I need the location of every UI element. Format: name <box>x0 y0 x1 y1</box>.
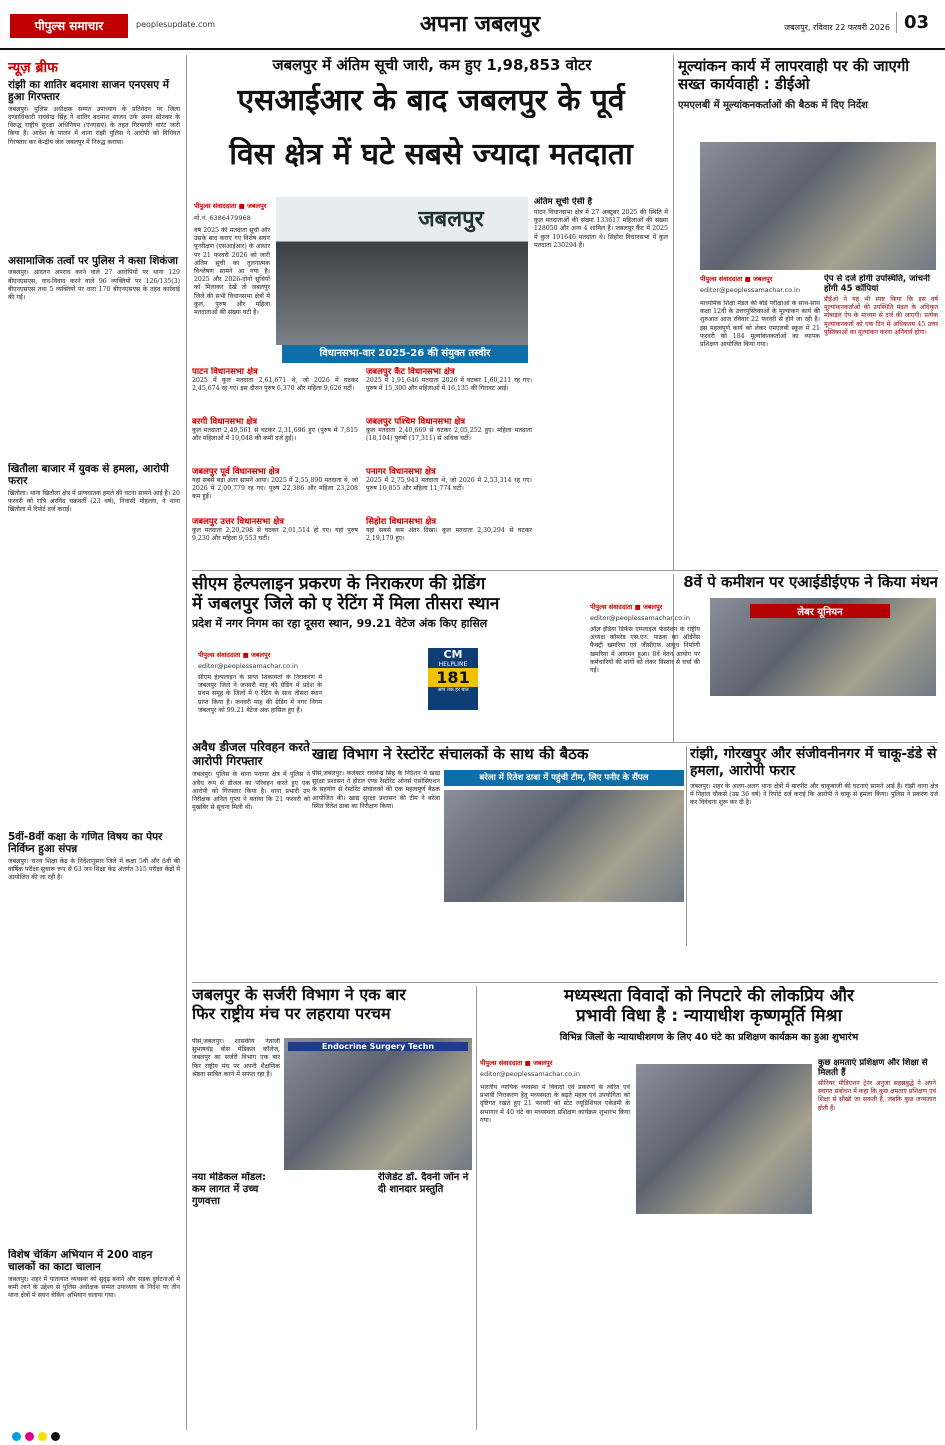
judge-email: editor@peoplessamachar.co.in <box>480 1070 580 1078</box>
food-story <box>312 746 684 946</box>
sidebar-body: पाटन विधानसभा क्षेत्र में 27 अक्टूबर 2025 की स्थिति में कुल मतदाताओं की संख्या 133617 महिलाओं की संख्या 128050 और अन्य 4 शामिल हैं। जबलपुर कैंट में 2025 में कुल 191646 मतदाता थे। सिहोरा विधानसभा में कुल मतदाता 230294 हैं। <box>534 209 668 249</box>
cm-email: editor@peoplessamachar.co.in <box>198 662 298 670</box>
cm-byline: पीपुल्स संवाददाता ■ जबलपुर <box>198 651 271 659</box>
evaluation-photo <box>700 142 936 270</box>
diesel-body: जबलपुर। पुलिस के थाना पनागर क्षेत्र में पुलिस ने अवैध रूप से डीजल का परिवहन करते हुए एक आरोपी को गिरफ्तार किया है। थाना प्रभारी उप निरीक्षक अनिल गुप्ता ने बताया कि 21 फरवरी को मुखबिर से सूचना मिली थी। <box>192 771 310 812</box>
constituency-item <box>366 517 532 565</box>
masthead <box>0 0 945 50</box>
constituency-name: जबलपुर उत्तर विधानसभा क्षेत्र <box>192 517 284 527</box>
diesel-story <box>192 740 310 980</box>
lead-story <box>192 55 670 567</box>
constituency-text: 2025 में 1,91,646 मतदाता 2026 में घटकर 1,60,211 रह गए। पुरुष में 15,300 और महिलाओं में 16,135 की गिरावट आई। <box>366 377 532 393</box>
constituency-item <box>366 467 532 515</box>
aidef-banner: लेबर यूनियन <box>750 604 890 618</box>
evaluation-sidebar <box>824 274 938 566</box>
website: peoplesupdate.com <box>136 20 216 29</box>
food-subhead: बरेला में रितेश ढाबा में पहुंची टीम, लिए पनीर के सैंपल <box>444 770 684 786</box>
constituency-text: कुल मतदाता 2,40,669 से घटकर 2,05,252 हुए। महिला मतदाता (18,104) पुरुषों (17,311) से अधिक घटीं। <box>366 427 532 443</box>
registration-dot <box>51 1432 60 1441</box>
constituency-name: सिहोरा विधानसभा क्षेत्र <box>366 517 437 527</box>
evaluation-sidebar-body: डीईओ ने यह भी स्पष्ट किया कि इस वर्ष मूल्यांकनकर्ताओं की उपस्थिति मंडल के अधिकृत मोबाइल ऐप के माध्यम से दर्ज की जाएगी। प्रत्येक मूल्यांकनकर्ता को एक दिन में अधिकतम 45 उत्तर पुस्तिकाओं का मूल्यांकन करना अनिवार्य होगा। <box>824 296 938 336</box>
judge-sidebar-body: सीनियर मीडिएशन ट्रेनर अनुजा सहस्रबुद्धे ने अपने स्वागत संबोधन में कहा कि कुछ क्षमताएं प्रशिक्षण एवं शिक्षा से सीखी जा सकती हैं, जबकि कुछ जन्मजात होती हैं। <box>818 1080 936 1112</box>
evaluation-byline: पीपुल्स संवाददाता ■ जबलपुर <box>700 275 773 283</box>
constituency-name: बरगी विधानसभा क्षेत्र <box>192 417 258 427</box>
judge-sidebar-title: कुछ क्षमताएं प्रशिक्षण और शिक्षा से मिलती हैं <box>818 1058 928 1078</box>
judge-story <box>480 986 938 1430</box>
constituency-name: जबलपुर कैंट विधानसभा क्षेत्र <box>366 367 455 377</box>
cm-helpline-logo <box>428 648 478 710</box>
judge-headline-1: मध्यस्थता विवादों को निपटारे की लोकप्रिय और <box>564 986 854 1006</box>
constituency-item <box>192 417 358 465</box>
lead-mobile: मो.नं. 6386479968 <box>194 214 251 222</box>
evaluation-story <box>678 58 938 568</box>
aidef-byline: पीपुल्स संवाददाता ■ जबलपुर <box>590 603 663 611</box>
cm-headline-1: सीएम हेल्पलाइन प्रकरण के निराकरण की ग्रेडिंग <box>192 574 486 594</box>
judge-byline: पीपुल्स संवाददाता ■ जबलपुर <box>480 1059 553 1067</box>
lead-headline-1: एसआईआर के बाद जबलपुर के पूर्व <box>237 83 625 118</box>
ranjhi-body: जबलपुर। शहर के अलग-अलग थाना क्षेत्रों में मारपीट और चाकूबाजी की घटनाएं सामने आई हैं। रांझी थाना क्षेत्र में निहाल चौकसे (उम्र 36 वर्ष) ने रिपोर्ट दर्ज कराई कि आरोपी ने चाकू से हमला किया। पुलिस ने प्रकरण दर्ज कर विवेचना शुरू कर दी है। <box>690 783 938 807</box>
section-title: अपना जबलपुर <box>419 12 541 37</box>
evaluation-body: माध्यमिक शिक्षा मंडल की बोर्ड परीक्षाओं के साथ-साथ कक्षा 12वीं के उत्तरपुस्तिकाओं के मूल्यांकन कार्य की शुरुआत आज रविवार 22 फरवरी से होने जा रही है। इस महत्वपूर्ण कार्य को लेकर एमएलबी स्कूल में 21 फरवरी को 184 मूल्यांकनकर्ताओं का व्यापक प्रशिक्षण आयोजित किया गया। <box>700 300 820 349</box>
aidef-headline: 8वें पे कमीशन पर एआईडीईएफ ने किया मंथन <box>683 574 938 591</box>
constituency-text: कुल मतदाता 2,20,298 से घटकर 2,01,514 हो गए। यहां पुरुष 9,230 और महिला 9,553 घटीं। <box>192 527 358 543</box>
ranjhi-story <box>690 746 938 946</box>
photo-banner: जबलपुर <box>418 207 484 232</box>
brief-item <box>8 1249 180 1428</box>
news-brief-label: न्यूज़ ब्रीफ <box>8 60 58 76</box>
cm-subhead: प्रदेश में नगर निगम का रहा दूसरा स्थान, 99.21 वेटेज अंक किए हासिल <box>192 617 488 631</box>
constituency-text: यहां सबसे कम अंतर दिखा। कुल मतदाता 2,30,294 से घटकर 2,19,179 हुए। <box>366 527 532 543</box>
cm-headline-2: में जबलपुर जिले को ए रेटिंग में मिला तीसरा स्थान <box>192 594 500 615</box>
aidef-body: ऑल इंडिया डिफेंस एम्प्लाइज फेडरेशन के राष्ट्रीय अध्यक्ष कॉमरेड एस.एन. पाठक का ऑर्डनेंस फैक्ट्री खमरिया एवं जीसीएफ आयुध निर्माणी खमरिया में आगमन हुआ। 8वें वेतन आयोग पर कर्मचारियों की मांगों को लेकर विस्तार से चर्चा की गई। <box>590 626 700 675</box>
brief-item <box>8 255 180 455</box>
registration-dot <box>38 1432 47 1441</box>
brief-body: जबलपुर। शहर में यातायात व्यवस्था को सुदृढ़ बनाने और सड़क दुर्घटनाओं में कमी लाने के उद्देश्य से पुलिस अधीक्षक सम्पत उपाध्याय के निर्देश पर तीन थाना क्षेत्रों में सघन चेकिंग अभियान चलाया गया। <box>8 1275 180 1300</box>
brief-title: विशेष चेकिंग अभियान में 200 वाहन चालकों का काटा चालान <box>8 1249 153 1274</box>
constituency-text: कुल मतदाता 2,49,561 से घटकर 2,31,696 हुए (पुरुष में 7,815 और महिलाओं में 10,048 की कमी दर्ज हुई)। <box>192 427 358 443</box>
brief-item <box>8 79 180 247</box>
brief-item <box>8 831 180 1241</box>
constituency-name: जबलपुर पूर्व विधानसभा क्षेत्र <box>192 467 280 477</box>
lead-byline: पीपुल्स संवाददाता ■ जबलपुर <box>194 202 267 210</box>
brief-title: असामाजिक तत्वों पर पुलिस ने कसा शिकंजा <box>8 255 178 267</box>
brief-body: जबलपुर। पुलिस अधीक्षक सम्पत उपाध्याय के प्रतिवेदन पर जिला दण्डाधिकारी राघवेन्द्र सिंह ने शातिर बदमाश साजन उर्फ अमन सोनकर के विरुद्ध राष्ट्रीय सुरक्षा अधिनियम (एनएसए) के तहत गिरफ्तारी वारंट जारी किया है। आदेश के पालन में थाना रांझी पुलिस ने आरोपी को विधिवत गिरफ्तार कर केन्द्रीय जेल जबलपुर में निरुद्ध कराया। <box>8 105 180 146</box>
print-registration-marks <box>12 1432 60 1441</box>
surgery-body: पीसं,जबलपुर। शासकीय नेताजी सुभाषचंद्र बोस मेडिकल कॉलेज, जबलपुर का सर्जरी विभाग एक बार फिर राष्ट्रीय मंच पर अपनी शैक्षणिक श्रेष्ठता साबित करने में सफल रहा है। <box>192 1038 280 1078</box>
logo-cm: CM <box>443 648 463 661</box>
brief-title: 5वीं-8वीं कक्षा के गणित विषय का पेपर निर्विघ्न हुआ संपन्न <box>8 831 163 856</box>
evaluation-sidebar-title: ऐप से दर्ज होगी उपस्थिति, जांचनी होंगी 45 कॉपियां <box>824 274 930 294</box>
judge-body: भारतीय न्यायिक व्यवस्था में विवादों एवं प्रकरणों के त्वरित एवं प्रभावी निराकरण हेतु मध्यस्थता के बढ़ते महत्व एवं उपयोगिता को दृष्टिगत रखते हुए 21 फरवरी को स्टेट ज्यूडिशियल एकेडमी के सभागार में 40 घंटे का मध्यस्थता प्रशिक्षण कार्यक्रम शुभारंभ किया गया। <box>480 1084 630 1124</box>
constituency-text: 2025 में 2,75,943 मतदाता थे, जो 2026 में 2,53,314 रह गए। पुरुष 10,855 और महिला 11,774 घटीं। <box>366 477 532 493</box>
judge-headline-2: प्रभावी विधा है : न्यायाधीश कृष्णमूर्ति मिश्रा <box>576 1006 842 1027</box>
evaluation-subhead: एमएलबी में मूल्यांकनकर्ताओं की बैठक में दिए निर्देश <box>678 100 868 112</box>
brief-body: जबलपुर। राज्य शिक्षा केंद्र के निर्देशानुसार जिले में कक्षा 5वीं और 8वीं की वार्षिक परीक्षा सुचारू रूप से 63 जन शिक्षा केंद्र अंतर्गत 315 परीक्षा केंद्रों में आयोजित की जा रही है। <box>8 857 180 882</box>
constituency-item <box>366 367 532 415</box>
lead-sidebar <box>534 197 668 417</box>
lead-headline-2: विस क्षेत्र में घटे सबसे ज्यादा मतदाता <box>229 137 633 172</box>
judge-photo <box>636 1064 812 1214</box>
brief-item <box>8 463 180 823</box>
brief-body: जबलपुर। आदतन अपराध करने वाले 27 आरोपियों पर थाना 129 बीएनएसएस, वाद-विवाद करने वाले 96 व्यक्तियों पर 126/135(3) बीएनएसएस तथा 5 व्यक्तियों पर धारा 170 बीएनएसएस के तहत कार्रवाई की गई। <box>8 269 180 301</box>
diesel-headline: अवैध डीजल परिवहन करते आरोपी गिरफ्तार <box>192 740 310 769</box>
brand-logo <box>10 14 128 38</box>
judge-sidebar <box>818 1058 936 1418</box>
judge-subhead: विभिन्न जिलों के न्यायाधीशगण के लिए 40 घंटे का प्रशिक्षण कार्यक्रम का हुआ शुभारंभ <box>559 1032 859 1044</box>
aidef-photo <box>710 598 936 696</box>
logo-tagline: आप तक हर बात <box>437 687 469 693</box>
evaluation-headline: मूल्यांकन कार्य में लापरवाही पर की जाएगी सख्त कार्यवाही : डीईओ <box>678 58 910 93</box>
brief-body: खितौला। थाना खितौला क्षेत्र में प्राणघातक हमले की घटना सामने आई है। 20 फरवरी को रात्रि अरविंद चक्रवर्ती (23 वर्ष), निवासी मोहल्ला, ने थाना खितौला में रिपोर्ट दर्ज कराई। <box>8 489 180 514</box>
brief-title: खितौला बाजार में युवक से हमला, आरोपी फरार <box>8 463 169 488</box>
constituency-name: पाटन विधानसभा क्षेत्र <box>192 367 258 377</box>
surgery-story <box>192 986 474 1432</box>
lead-photo <box>276 197 528 345</box>
logo-number: 181 <box>428 668 478 687</box>
constituency-text: यहां सबसे बड़ा अंतर सामने आया। 2025 में 2,55,890 मतदाता थे, जो 2026 में 2,09,779 रह गए। पुरुष 22,386 और महिला 23,208 कम हुईं। <box>192 477 358 501</box>
surgery-banner: Endocrine Surgery Techn <box>288 1042 468 1051</box>
food-headline: खाद्य विभाग ने रेस्टोरेंट संचालकों के साथ की बैठक <box>312 746 589 763</box>
page-number: 03 <box>896 12 936 33</box>
ranjhi-headline: रांझी, गोरखपुर और संजीवनीनगर में चाकू-डंडे से हमला, आरोपी फरार <box>690 746 937 779</box>
lead-body: वर्ष 2025 की मतदाता सूची और उसके बाद कराए गए विशेष सघन पुनरीक्षण (एसआईआर) के आधार पर 21 फरवरी 2026 को जारी अंतिम सूची का तुलनात्मक विश्लेषण सामने आ गया है। 2025 और 2026-दोनों सूचियों को मिलाकर देखें तो जबलपुर जिले की सभी विधानसभा क्षेत्रों में कुल, पुरुष और महिला मतदाताओं की संख्या घटी है। <box>194 227 270 317</box>
constituency-text: 2025 में कुल मतदाता 2,61,671 थे, जो 2026 में घटकर 2,45,674 रह गए। इस दौरान पुरुष 6,370 और महिला 9,626 घटीं। <box>192 377 358 393</box>
food-photo <box>444 790 684 902</box>
constituency-item <box>192 517 358 565</box>
date-line: जबलपुर, रविवार 22 फरवरी 2026 <box>784 23 890 32</box>
surgery-sub1: नया मेडिकल मॉडल: कम लागत में उच्च गुणवत्ता <box>192 1172 266 1207</box>
constituency-grid <box>192 367 532 567</box>
surgery-sub2: रेजिडेंट डॉ. दैवनी जॉन ने दी शानदार प्रस्तुति <box>378 1172 469 1195</box>
cm-body: सीएम हेल्पलाइन के प्राप्त शिकायतों के निराकरण में जबलपुर जिले ने जनवरी माह की ग्रेडिंग में प्रदेश के प्रथम समूह के जिलों में ए रेटिंग के साथ तीसरा स्थान प्राप्त किया है। जनवरी माह की ग्रेडिंग में नगर निगम जबलपुर को 99.21 वेटेज अंक हासिल हुए हैं। <box>198 674 322 714</box>
registration-dot <box>25 1432 34 1441</box>
food-body: पीसं,जबलपुर। कलेक्टर राघवेन्द्र सिंह के निर्देशन में खाद्य सुरक्षा प्रशासन ने होटल एण्ड रेस्टोरेंट ओनर्स एसोसिएशन के सहयोग से रेस्टोरेंट संचालकों की एक महत्वपूर्ण बैठक आयोजित की। खाद्य सुरक्षा प्रशासन की टीम ने बरेला स्थित रितेश ढाबा का निरीक्षण किया। <box>312 770 440 810</box>
surgery-headline-2: फिर राष्ट्रीय मंच पर लहराया परचम <box>192 1003 391 1023</box>
constituency-name: पनागर विधानसभा क्षेत्र <box>366 467 436 477</box>
logo-helpline: HELPLINE <box>438 661 468 668</box>
constituency-table-title: विधानसभा-वार 2025-26 की संयुक्त तस्वीर <box>282 345 528 363</box>
evaluation-email: editor@peoplessamachar.co.in <box>700 286 800 294</box>
aidef-email: editor@peoplessamachar.co.in <box>590 614 690 622</box>
lead-kicker: जबलपुर में अंतिम सूची जारी, कम हुए 1,98,853 वोटर <box>272 57 592 74</box>
registration-dot <box>12 1432 21 1441</box>
constituency-item <box>366 417 532 465</box>
news-brief-column <box>8 58 180 1428</box>
constituency-name: जबलपुर पश्चिम विधानसभा क्षेत्र <box>366 417 466 427</box>
sidebar-title: अंतिम सूची ऐसी है <box>534 197 593 207</box>
surgery-photo <box>284 1038 472 1170</box>
brand-name: पीपुल्स समाचार <box>34 19 104 33</box>
surgery-headline-1: जबलपुर के सर्जरी विभाग ने एक बार <box>192 986 406 1004</box>
aidef-story <box>560 574 938 742</box>
constituency-item <box>192 367 358 415</box>
brief-title: रांझी का शातिर बदमाश साजन एनएसए में हुआ गिरफ्तार <box>8 79 170 104</box>
constituency-item <box>192 467 358 515</box>
